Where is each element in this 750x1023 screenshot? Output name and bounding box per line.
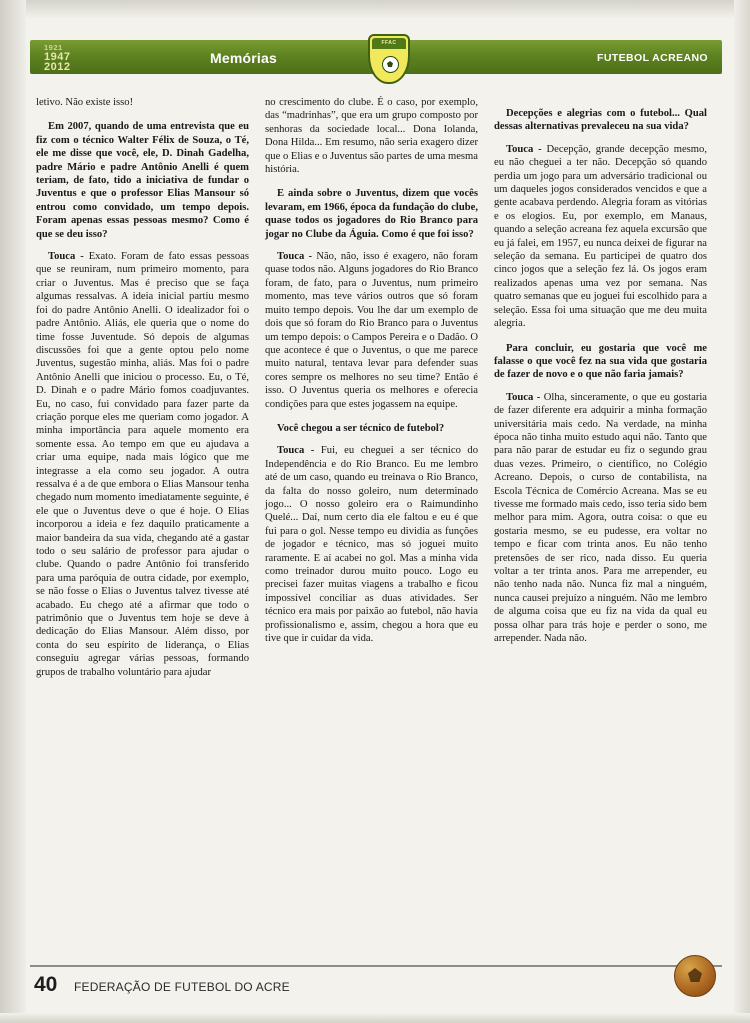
footer-organization: FEDERAÇÃO DE FUTEBOL DO ACRE xyxy=(74,980,290,994)
body-paragraph: letivo. Não existe isso! xyxy=(36,97,134,108)
page-header xyxy=(30,34,722,80)
answer-text: Olha, sinceramente, o que eu gostaria de fazer diferente era adquirir a minha formação universitária mais cedo. Na verdade, na minha época não tinha muito estudo aqui não. Tanto que para não parar de estudar eu fiz o segundo grau duas vezes. Primeiro, o científico, no Colégio Acreano. Depois, o curso de contabilista, na Escola Técnica de Comércio Acreana. Mas se eu tivesse me formado mais cedo, isso teria sido bem melhor para mim. Agora, outra coisa: o que eu gostaria mesmo, se eu pudesse, era voltar no tempo e ficar com trinta anos. Eu não tenho pretensões de ser rico, nada disso. Eu queria voltar a ter trinta anos. Para me arrepender, eu não tenho nada não. Nunca fiz mal a ninguém, nunca causei prejuízo a ninguém. Não me lembro de alguma coisa que eu fiz na vida da qual eu possa olhar para trás hoje e perder o sono, me arrepender. Nada não. xyxy=(494,391,707,645)
interview-answer xyxy=(494,391,707,646)
answer-text: Decepção, grande decepção mesmo, eu não cheguei a ter não. Decepção só quando perdia um jogo para um adversário tradicional ou um daqueles jogos considerados vencidos e que a gente acabava perdendo. Alegria foram as vitórias e os elogios. Eu, por exemplo, em Manaus, quando a seleção acreana fez aquela excursão que eu já falei, em 1957, eu nunca deixei de figurar na seleção da semana. Eu participei de quatro dos cinco jogos que a seleção fez lá. Os jogos eram realizados apenas uma vez por semana. Nas quatro semanas que eu joguei fui escolhido para a seleção. Essa foi uma situação que me deu muita alegria. xyxy=(494,143,707,330)
article-column-1 xyxy=(36,96,249,966)
interview-question: E ainda sobre o Juventus, dizem que vocês levaram, em 1966, época da fundação do clube, quase todos os jogadores do Rio Branco para jogar no Clube da Águia. Como é que foi isso? xyxy=(265,188,478,240)
answer-speaker: Touca - xyxy=(277,251,317,263)
shield-label: FFAC xyxy=(372,38,406,49)
answer-text: Não, não, isso é exagero, não foram quase todos não. Alguns jogadores do Rio Branco foram, de fato, para o Juventus, num primeiro momento, mas teve vários outros que só foram muito tempo depois. Vou lhe dar um exemplo de dois que só foram do Rio Branco para o Juventus um tempo depois: o Campos Pereira e o Dadão. O que acontece é que o Juventus, o que me parece muito natural, tentava levar para defender suas cores sempre os melhores no seu time? Então é isso. O Juventus queria os melhores e oferecia condições para que estes jogassem na equipe. xyxy=(265,251,478,410)
article-column-3 xyxy=(494,96,707,966)
page-number: 40 xyxy=(34,973,58,996)
answer-speaker: Touca - xyxy=(506,391,544,403)
soccer-ball-icon xyxy=(382,56,399,73)
scan-edge-top xyxy=(0,0,750,18)
footer-ball-icon xyxy=(674,955,716,997)
answer-speaker: Touca - xyxy=(277,445,321,457)
anniversary-years xyxy=(44,44,70,72)
interview-answer xyxy=(265,250,478,411)
footer-divider xyxy=(30,965,722,967)
article-column-2 xyxy=(265,96,478,966)
answer-speaker: Touca - xyxy=(506,143,547,155)
body-paragraph: no crescimento do clube. É o caso, por exemplo, das “madrinhas”, que era um grupo composto por senhoras da sociedade local... Dona Iolanda, Dona Hilda... Em resumo, não seria exagero dizer que o Elias e o Juventus são partes de uma mesma história. xyxy=(265,97,478,176)
interview-question: Decepções e alegrias com o futebol... Qual dessas alternativas prevaleceu na sua vida? xyxy=(494,108,707,133)
ffac-logo xyxy=(368,34,410,86)
interview-answer xyxy=(494,143,707,331)
anniversary-year-2012: 2012 xyxy=(44,61,71,73)
interview-answer xyxy=(265,444,478,645)
anniversary-year-1947: 1947 xyxy=(44,51,71,63)
interview-answer xyxy=(36,250,249,679)
scan-edge-right xyxy=(734,0,750,1023)
page-footer xyxy=(30,965,722,1003)
header-publication-label: FUTEBOL ACREANO xyxy=(597,52,708,64)
interview-question: Em 2007, quando de uma entrevista que eu fiz com o técnico Walter Félix de Souza, o Té, ele me disse que você, ele, D. Dinah Gadelha, padre Mário e padre Antônio Anelli é quem teriam, de fato, tido a iniciativa de fundar o Juventus e que o professor Elias Mansour só entrou como convidado, um tempo depois. Foram apenas essas pessoas mesmo? Como é que se deu isso? xyxy=(36,121,249,240)
interview-question: Para concluir, eu gostaria que você me falasse o que você fez na sua vida que gostaria de fazer de novo e o que não faria jamais? xyxy=(494,342,707,381)
article-columns xyxy=(36,96,718,966)
scan-edge-bottom xyxy=(0,1013,750,1023)
shield-icon xyxy=(368,34,410,84)
answer-text: Fui, eu cheguei a ser técnico do Independência e do Rio Branco. Eu me lembro até de um caso, quando eu treinava o Rio Branco, da falta do nosso goleiro, num determinado jogo... O nosso goleiro era o Raimundinho Quelé... Daí, num certo dia ele faltou e eu é que fui para o gol. Nesse tempo eu dividia as funções de jogador e técnico, mas só joguei muito raramente. E aí acabei no gol. Mas a minha vida como treinador durou muito pouco. Logo eu precisei fazer muitas viagens a trabalho e ficou impossível conciliar as duas atividades. Ser técnico era mais por paixão ao futebol, não havia profissionalismo e, assim, chegou a hora que eu tive que ir cuidar da vida. xyxy=(265,445,478,645)
anniversary-year-1921: 1921 xyxy=(44,43,63,52)
answer-speaker: Touca - xyxy=(48,251,89,263)
scan-edge-left xyxy=(0,0,26,1023)
answer-text: Exato. Foram de fato essas pessoas que se reuniram, num primeiro momento, para criar o Juventus. Mas é preciso que se faça algumas ressalvas. A ideia inicial partiu mesmo foi do padre Antônio Anelli. O idealizador foi o padre Antônio. Aliás, ele queria que o nome do time fosse Juventude. Só depois de algumas discussões foi que a gente optou pelo nome Juventus, sugestão minha, aliás. Mas foi o padre Antônio Anelli que iniciou o processo. Eu, o Té, D. Dinah e o padre Mário fomos coadjuvantes. Eu, no caso, fui convidado para fazer parte da criação porque eles me queriam como jogador. A minha importância para aquele momento era somente essa. Ao tempo em que eu ajudava a criar uma equipe, nada mais lógico que me integrasse a ela como seu jogador. A outra ressalva é a de que embora o Elias Mansour tenha chegado num momento imediatamente seguinte, é ele que o Juventus deve o que é hoje. O Elias incorporou a ideia e fez daquilo praticamente a maior bandeira da sua vida, chegando até a gastar todo o seu salário de professor para ajudar o clube. Quando o padre Antônio foi transferido para uma paróquia de outra cidade, por exemplo, se não fosse o Elias o Juventus talvez tivesse até acabado. Eu chego até a afirmar que todo o patrimônio que o Juventus tem hoje se deve à dedicação do Elias Mansour. Além disso, por conta do seu espírito de liderança, o Elias conseguiu agregar várias pessoas, formando grupos de trabalho voluntário para ajudar xyxy=(36,251,249,678)
interview-question: Você chegou a ser técnico de futebol? xyxy=(277,422,445,434)
page-title: Memórias xyxy=(210,50,277,66)
